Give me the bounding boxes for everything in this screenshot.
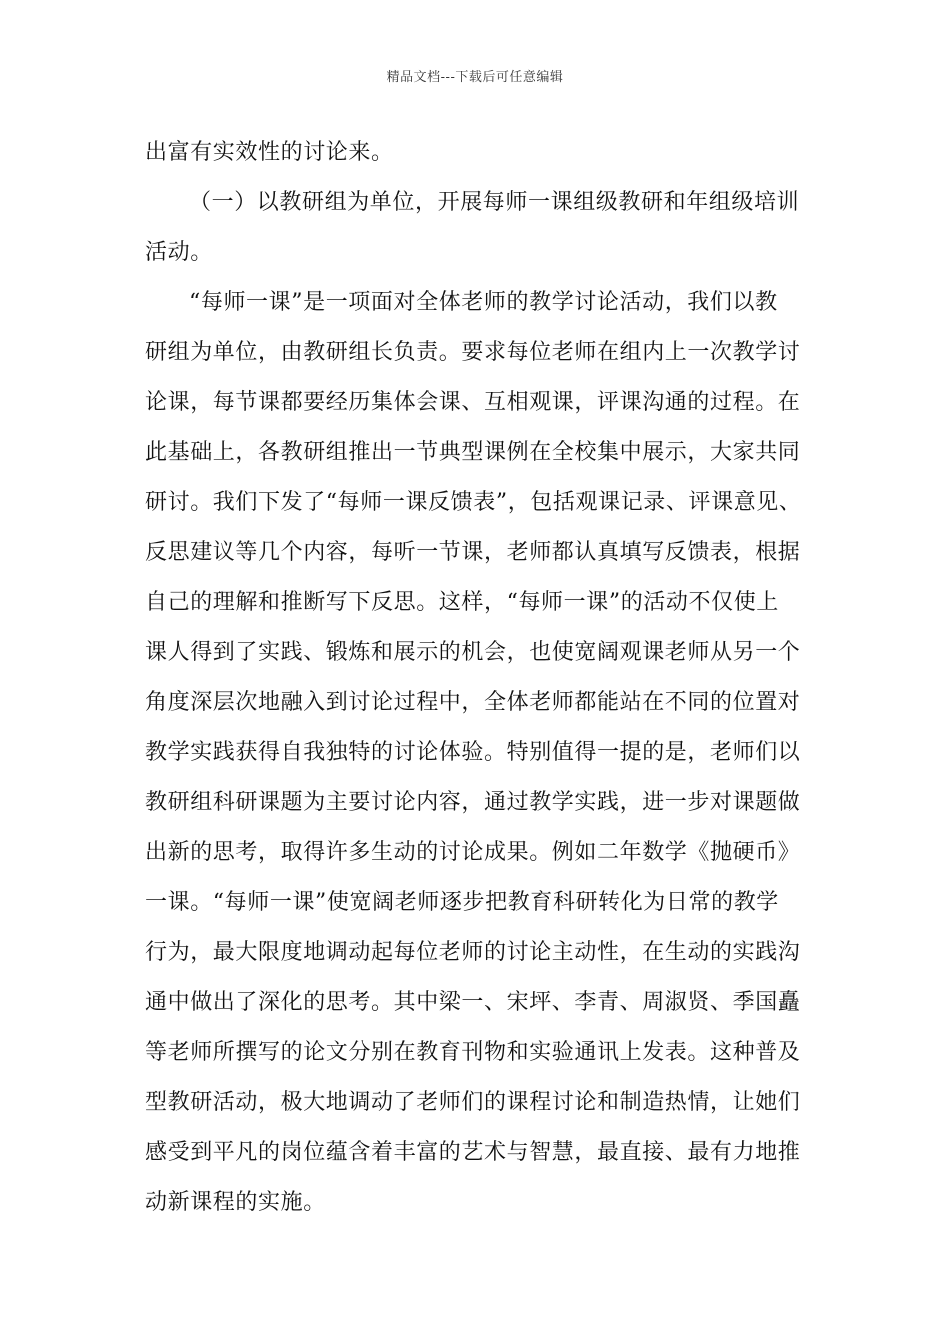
text-line: 研讨。我们下发了“每师一课反馈表”，包括观课记录、评课意见、 bbox=[145, 490, 802, 515]
text-line: 通中做出了深化的思考。其中梁一、宋坪、李青、周淑贤、季国矗 bbox=[145, 990, 801, 1015]
text-line: 一课。“每师一课”使宽阔老师逐步把教育科研转化为日常的教学 bbox=[145, 890, 779, 915]
text-line: 感受到平凡的岗位蕴含着丰富的艺术与智慧，最直接、最有力地推 bbox=[145, 1140, 801, 1165]
text-line: 反思建议等几个内容，每听一节课，老师都认真填写反馈表，根据 bbox=[145, 540, 801, 565]
text-line: 活动。 bbox=[145, 240, 213, 265]
text-line: 行为，最大限度地调动起每位老师的讨论主动性，在生动的实践沟 bbox=[145, 940, 801, 965]
text-line: 此基础上，各教研组推出一节典型课例在全校集中展示，大家共同 bbox=[145, 440, 801, 465]
paragraph-first-line: “每师一课”是一项面对全体老师的教学讨论活动，我们以教 bbox=[189, 290, 778, 315]
text-line: 动新课程的实施。 bbox=[145, 1190, 326, 1215]
text-line: 教学实践获得自我独特的讨论体验。特别值得一提的是，老师们以 bbox=[145, 740, 801, 765]
text-line: 研组为单位，由教研组长负责。要求每位老师在组内上一次教学讨 bbox=[145, 340, 801, 365]
page-header: 精品文档---下载后可任意编辑 bbox=[386, 70, 564, 85]
text-line: 自己的理解和推断写下反思。这样，“每师一课”的活动不仅使上 bbox=[145, 590, 779, 615]
text-line: 型教研活动，极大地调动了老师们的课程讨论和制造热情，让她们 bbox=[145, 1090, 801, 1115]
text-line: 角度深层次地融入到讨论过程中，全体老师都能站在不同的位置对 bbox=[145, 690, 801, 715]
text-line: 论课，每节课都要经历集体会课、互相观课，评课沟通的过程。在 bbox=[145, 390, 801, 415]
text-line: 出新的思考，取得许多生动的讨论成果。例如二年数学《抛硬币》 bbox=[145, 840, 801, 865]
text-line: 教研组科研课题为主要讨论内容，通过教学实践，进一步对课题做 bbox=[145, 790, 801, 815]
document-body bbox=[145, 128, 825, 1228]
text-line: 等老师所撰写的论文分别在教育刊物和实验通讯上发表。这种普及 bbox=[145, 1040, 801, 1065]
text-line: 出富有实效性的讨论来。 bbox=[145, 140, 394, 165]
text-line: 课人得到了实践、锻炼和展示的机会，也使宽阔观课老师从另一个 bbox=[145, 640, 801, 665]
section-heading-line: （一）以教研组为单位，开展每师一课组级教研和年组级培训 bbox=[189, 190, 800, 215]
